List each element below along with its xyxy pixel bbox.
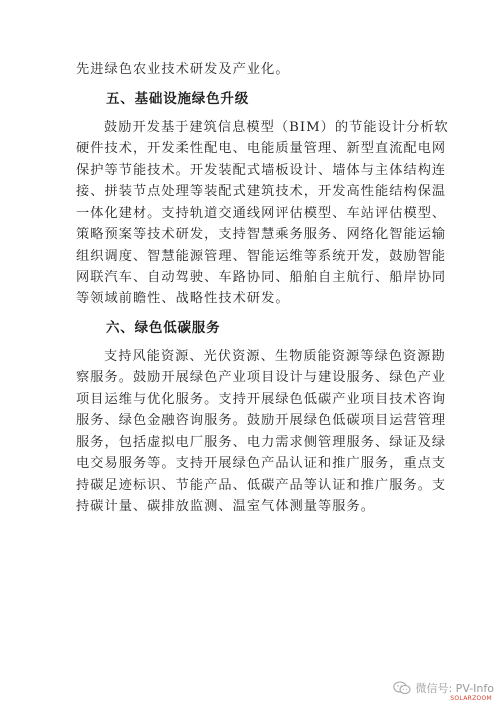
paragraph-line: 组织调度、智慧能源管理、智能运维等系统开发，鼓励智能: [76, 249, 447, 264]
paragraph-line: 鼓励开发基于建筑信息模型（BIM）的节能设计分析软: [104, 120, 449, 135]
section-heading-5: 五、基础设施绿色升级: [106, 91, 249, 107]
paragraph-line: 服务、绿色金融咨询服务。鼓励开展绿色低碳项目运营管理: [76, 413, 447, 428]
paragraph-line: 保护等节能技术。开发装配式墙板设计、墙体与主体结构连: [76, 163, 447, 178]
paragraph-line: 支持风能资源、光伏资源、生物质能资源等绿色资源勘: [104, 349, 446, 364]
paragraph-line: 等领域前瞻性、战略性技术研发。: [76, 291, 290, 306]
paragraph-line: 先进绿色农业技术研发及产业化。: [76, 62, 290, 77]
section-heading-6: 六、绿色低碳服务: [106, 320, 221, 336]
paragraph-line: 接、拼装节点处理等装配式建筑技术，开发高性能结构保温: [76, 184, 447, 199]
paragraph-line: 察服务。鼓励开展绿色产业项目设计与建设服务、绿色产业: [76, 370, 447, 385]
paragraph-line: 服务，包括虚拟电厂服务、电力需求侧管理服务、绿证及绿: [76, 435, 447, 450]
wechat-icon: [393, 681, 411, 695]
paragraph-line: 持碳计量、碳排放监测、温室气体测量等服务。: [76, 499, 375, 514]
paragraph-line: 项目运维与优化服务。支持开展绿色低碳产业项目技术咨询: [76, 392, 447, 407]
paragraph-line: 持碳足迹标识、节能产品、低碳产品等认证和推广服务。支: [76, 478, 447, 493]
paragraph-line: 策略预案等技术研发，支持智慧乘务服务、网络化智能运输: [76, 227, 447, 242]
watermark: [393, 680, 494, 696]
watermark-subtext: SOLARZOOM: [450, 695, 492, 702]
paragraph-line: 一体化建材。支持轨道交通线网评估模型、车站评估模型、: [76, 206, 447, 221]
paragraph-line: 电交易服务等。支持开展绿色产品认证和推广服务，重点支: [76, 456, 447, 471]
paragraph-line: 网联汽车、自动驾驶、车路协同、船舶自主航行、船岸协同: [76, 270, 447, 285]
watermark-text: 微信号: PV-Info: [415, 682, 494, 695]
paragraph-line: 硬件技术，开发柔性配电、电能质量管理、新型直流配电网: [76, 141, 447, 156]
